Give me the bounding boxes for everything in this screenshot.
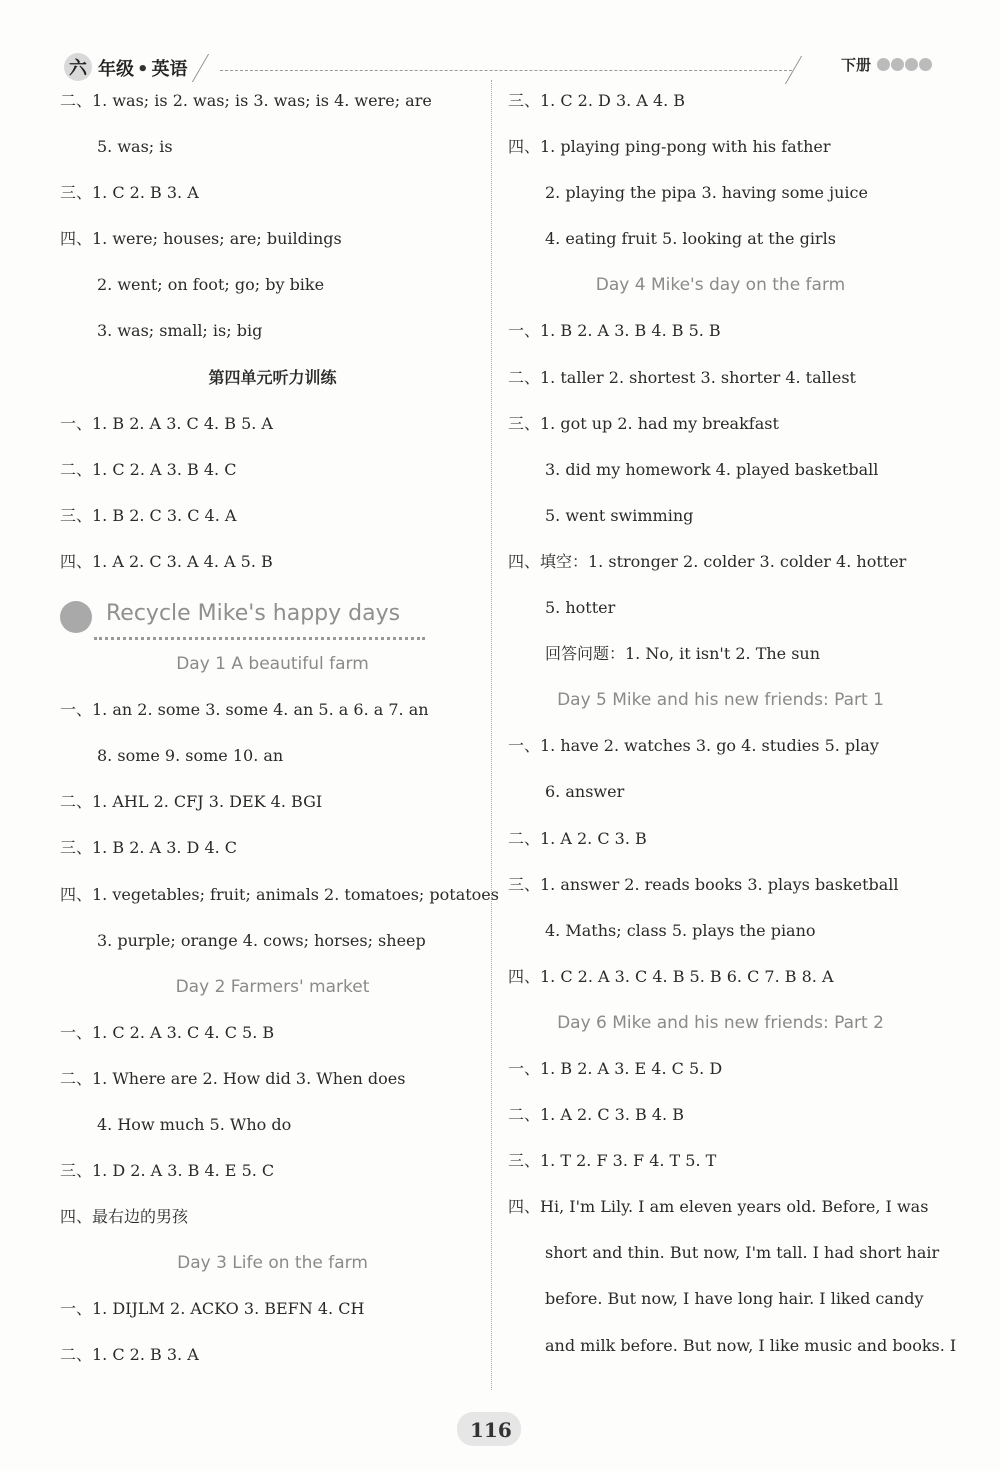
answer-line: 一、1. an 2. some 3. some 4. an 5. a 6. a 7. an <box>60 700 429 720</box>
answer-line: 三、1. B 2. C 3. C 4. A <box>60 505 237 525</box>
recycle-dotted-rule <box>94 637 425 640</box>
answer-line-continued: 回答问题：1. No, it isn't 2. The sun <box>545 644 821 664</box>
answer-line: 三、1. got up 2. had my breakfast <box>508 413 779 433</box>
answer-line-continued: 2. playing the pipa 3. having some juice <box>545 183 868 203</box>
answer-line: 三、1. answer 2. reads books 3. plays basketball <box>508 874 899 894</box>
answer-line: 一、1. have 2. watches 3. go 4. studies 5. play <box>508 736 879 756</box>
answer-line: 三、1. B 2. A 3. D 4. C <box>60 838 238 858</box>
day-heading: Day 2 Farmers' market <box>175 976 370 997</box>
answer-line: 一、1. B 2. A 3. E 4. C 5. D <box>508 1058 723 1078</box>
column-divider <box>491 80 492 1390</box>
answer-line: 四、最右边的男孩 <box>60 1207 189 1227</box>
answer-line: 三、1. C 2. B 3. A <box>60 183 199 203</box>
answer-line-continued: 5. was; is <box>97 137 173 157</box>
left-column <box>60 78 499 1379</box>
answer-line: 三、1. D 2. A 3. B 4. E 5. C <box>60 1161 275 1181</box>
answer-line: 二、1. AHL 2. CFJ 3. DEK 4. BGI <box>60 792 323 812</box>
answer-line: 四、1. A 2. C 3. A 4. A 5. B <box>60 551 273 571</box>
answer-line: 一、1. B 2. A 3. B 4. B 5. B <box>508 321 721 341</box>
day-heading: Day 5 Mike and his new friends: Part 1 <box>557 690 884 711</box>
day-heading: Day 6 Mike and his new friends: Part 2 <box>557 1012 884 1033</box>
answer-line-continued: 4. eating fruit 5. looking at the girls <box>545 229 836 249</box>
answer-line: 四、1. were; houses; are; buildings <box>60 229 342 249</box>
answer-line-continued: 5. hotter <box>545 598 616 618</box>
answer-line: 四、1. vegetables; fruit; animals 2. tomatoes; potatoes <box>60 884 499 904</box>
answer-line: 二、1. was; is 2. was; is 3. was; is 4. were; are <box>60 91 432 110</box>
answer-line: 二、1. A 2. C 3. B 4. B <box>508 1105 684 1125</box>
day-heading: Day 3 Life on the farm <box>177 1253 368 1274</box>
answer-line-continued: and milk before. But now, I like music and books. I <box>545 1335 957 1355</box>
answer-line: 一、1. DIJLM 2. ACKO 3. BEFN 4. CH <box>60 1299 365 1319</box>
answer-line-continued: 8. some 9. some 10. an <box>97 746 284 766</box>
page-number: 116 <box>470 1418 512 1442</box>
answer-line: 四、填空：1. stronger 2. colder 3. colder 4. hotter <box>508 551 907 571</box>
grade-label: 年级 <box>98 59 134 80</box>
answer-line: 一、1. B 2. A 3. C 4. B 5. A <box>60 413 273 433</box>
subject-label: 英语 <box>151 59 188 80</box>
answer-line: 三、1. T 2. F 3. F 4. T 5. T <box>508 1151 717 1171</box>
answer-line-continued: 4. Maths; class 5. plays the piano <box>545 920 816 940</box>
answer-line-continued: 2. went; on foot; go; by bike <box>97 275 325 295</box>
header-dashed-rule <box>220 70 792 71</box>
answer-line: 二、1. Where are 2. How did 3. When does <box>60 1068 406 1088</box>
answer-line-continued: 4. How much 5. Who do <box>97 1114 292 1134</box>
answer-line-continued: short and thin. But now, I'm tall. I had short hair <box>545 1243 940 1263</box>
grade-badge: 六 <box>64 53 92 81</box>
answer-line-continued: 3. purple; orange 4. cows; horses; sheep <box>97 930 426 950</box>
answer-line-continued: 3. was; small; is; big <box>97 321 263 341</box>
answer-line-continued: before. But now, I have long hair. I liked candy <box>545 1289 924 1309</box>
header-volume <box>841 54 932 75</box>
answer-line: 四、1. playing ping-pong with his father <box>508 137 831 157</box>
answer-line: 二、1. C 2. B 3. A <box>60 1345 199 1365</box>
answer-line-continued: 3. did my homework 4. played basketball <box>545 459 879 479</box>
answer-line-continued: 6. answer <box>545 782 625 802</box>
answer-line-continued: 5. went swimming <box>545 505 694 525</box>
decorative-dots-icon <box>877 58 932 71</box>
answer-line: 二、1. taller 2. shortest 3. shorter 4. tallest <box>508 367 856 387</box>
day-heading: Day 4 Mike's day on the farm <box>595 275 846 296</box>
right-column <box>508 78 957 1369</box>
volume-label: 下册 <box>840 56 871 74</box>
answer-line: 四、1. C 2. A 3. C 4. B 5. B 6. C 7. B 8. A <box>508 966 834 986</box>
answer-line: 二、1. A 2. C 3. B <box>508 828 647 848</box>
answer-line: 二、1. C 2. A 3. B 4. C <box>60 459 237 479</box>
answer-line: 一、1. C 2. A 3. C 4. C 5. B <box>60 1022 275 1042</box>
answer-line: 四、Hi, I'm Lily. I am eleven years old. Before, I was <box>508 1197 929 1217</box>
recycle-section-title: Recycle Mike's happy days <box>106 601 401 627</box>
recycle-section-banner <box>60 591 485 647</box>
section-heading: 第四单元听力训练 <box>208 367 337 387</box>
day-heading: Day 1 A beautiful farm <box>176 654 369 675</box>
header-title: 年级 • 英语 <box>98 59 188 80</box>
recycle-circle-icon <box>60 601 92 633</box>
answer-line: 三、1. C 2. D 3. A 4. B <box>508 91 686 110</box>
